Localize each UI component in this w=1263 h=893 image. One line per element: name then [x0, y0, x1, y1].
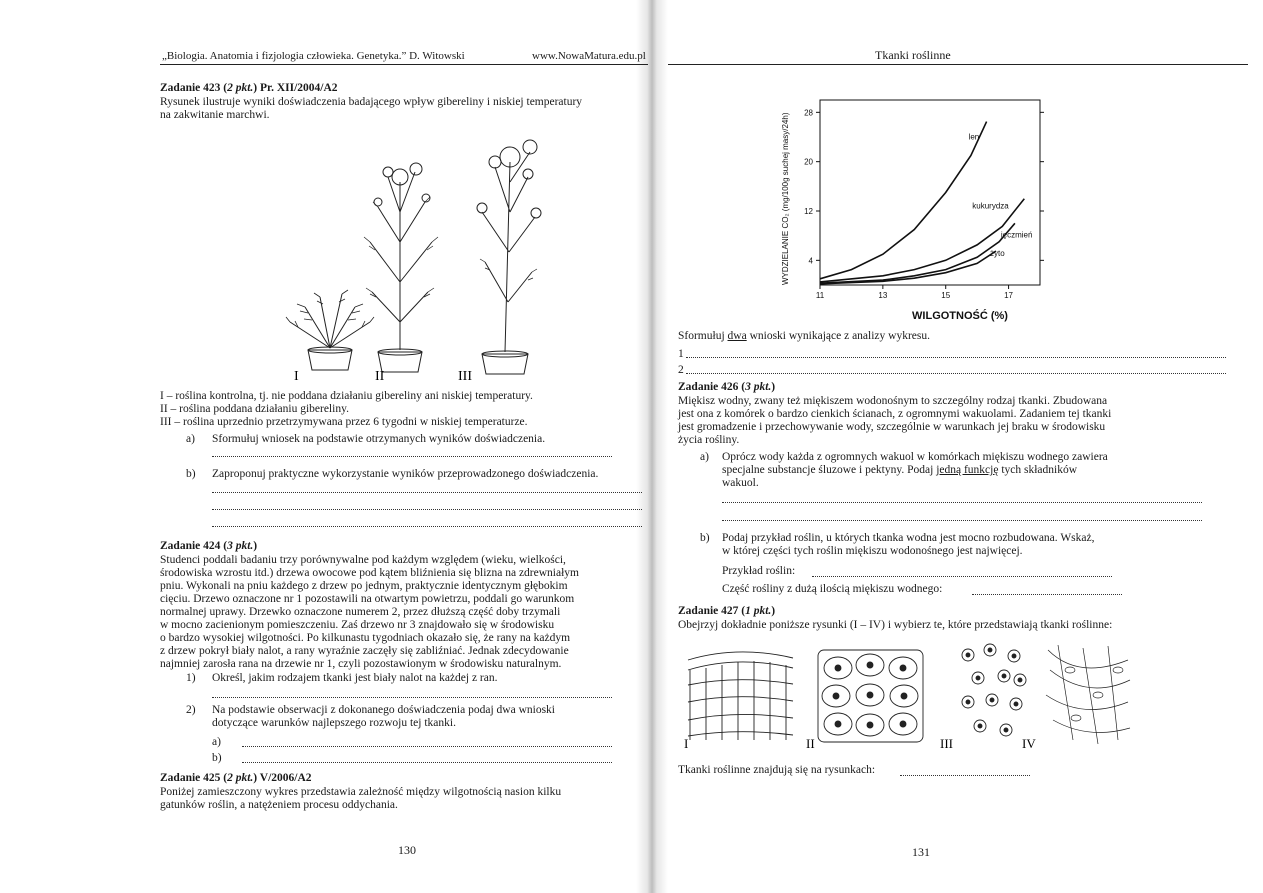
series-label: kukurydza [972, 201, 1009, 211]
task-423-title: Zadanie 423 (2 pkt.) Pr. XII/2004/A2 [160, 82, 338, 94]
y-tick-label: 12 [804, 207, 813, 216]
tissue-drawing-III [962, 644, 1026, 736]
tissue-drawing-I [688, 652, 793, 740]
tissue-answer-label: Tkanki roślinne znajdują się na rysunkach: [678, 764, 876, 776]
co2-chart [770, 80, 1070, 330]
tissue-drawing-IV [1046, 645, 1130, 744]
running-header: Tkanki roślinne [875, 48, 951, 62]
task-426-line: jest ona z komórek o bardzo cienkich ścianach, z ogromnymi wakuolami. Zadaniem tej tkanki [678, 408, 1112, 420]
sub-a-mark: a) [212, 736, 221, 748]
series-line-jęczmień [820, 223, 1015, 283]
question-a-line-3: wakuol. [722, 477, 759, 489]
question-b-line-1: Podaj przykład roślin, u których tkanka wodna jest mocno rozbudowana. Wskaż, [722, 532, 1095, 544]
x-axis-label: WILGOTNOŚĆ (%) [912, 310, 1008, 322]
question-a-mark: a) [186, 433, 195, 445]
answer-line[interactable] [242, 762, 612, 763]
question-a-mark: a) [700, 451, 709, 463]
task-424-line: Studenci poddali badaniu trzy porównywalne pod każdym względem (wieku, wielkości, [160, 554, 566, 566]
question-2-line-1: Na podstawie obserwacji z dokonanego doświadczenia podaj dwa wnioski [212, 704, 555, 716]
question-a-line-2: specjalne substancje śluzowe i pektyny. Podaj jedną funkcję tych składników [722, 464, 1078, 476]
answer-number-1: 1 [678, 348, 684, 360]
question-2-mark: 2) [186, 704, 196, 716]
task-423-intro-2: na zakwitanie marchwi. [160, 109, 270, 121]
task-425-line-2: gatunków roślin, a natężeniem procesu oddychania. [160, 799, 398, 811]
x-tick-label: 11 [815, 291, 825, 300]
running-header: „Biologia. Anatomia i fizjologia człowieka. Genetyka.” D. Witowski [162, 50, 465, 62]
task-424-line: z drzew pokrył biały nalot, a rany wyraźnie zaczęły się zabliźniać. Jednak zdecydowanie [160, 645, 569, 657]
question-1: Określ, jakim rodzajem tkanki jest biały nalot na każdej z ran. [212, 672, 498, 684]
tissue-label-III: III [940, 736, 953, 751]
answer-line[interactable] [212, 526, 642, 527]
series-label: len [968, 132, 980, 142]
series-line-len [820, 122, 987, 279]
question-b-line-2: w której części tych roślin miękiszu wodonośnego jest najwięcej. [722, 545, 1023, 557]
tissue-label-IV: IV [1022, 736, 1036, 751]
series-label: jęczmień [1000, 230, 1033, 240]
header-rule [668, 64, 1248, 65]
plot-frame [820, 100, 1040, 285]
task-424-line: środowiska wzrostu itd.) drzewa owocowe pod kątem bliźnienia się blizna na zdrewniałym [160, 567, 579, 579]
answer-number-2: 2 [678, 364, 684, 376]
task-425-title: Zadanie 425 (2 pkt.) V/2006/A2 [160, 772, 312, 784]
header-rule [160, 64, 648, 65]
instruction: Sformułuj dwa wnioski wynikające z analizy wykresu. [678, 330, 930, 342]
question-a-line-1: Oprócz wody każda z ogromnych wakuol w komórkach miękiszu wodnego zawiera [722, 451, 1108, 463]
plant-part-label: Część rośliny z dużą ilością miękiszu wodnego: [722, 583, 943, 595]
sub-b-mark: b) [212, 752, 222, 764]
question-b: Zaproponuj praktyczne wykorzystanie wyników przeprowadzonego doświadczenia. [212, 468, 599, 480]
question-1-mark: 1) [186, 672, 196, 684]
task-424-line: normalnej uprawy. Drzewko oznaczone numerem 2, przez dłuższą część doby trzymali [160, 606, 561, 618]
legend-2: II – roślina poddana działaniu gibereliny. [160, 403, 349, 415]
answer-line[interactable] [212, 697, 612, 698]
tissue-label-I: I [684, 736, 689, 751]
task-424-line: o bardzo wysokiej wilgotności. Po kilkunastu tygodniach okazało się, że rany na każdym [160, 632, 571, 644]
figure-label-III: III [458, 369, 472, 384]
x-tick-label: 15 [941, 291, 951, 300]
task-424-line: najmniej zarosła rana na drzewie nr 1, czyli pozostawionym w środowisku naturalnym. [160, 658, 562, 670]
tissue-drawings [678, 640, 1238, 755]
x-tick-label: 13 [878, 291, 888, 300]
task-424-line: cięciu. Drzewo oznaczone nr 1 pozostawili na otwartym powietrzu, poddali go warunkom [160, 593, 575, 605]
task-425-line-1: Poniżej zamieszczony wykres przedstawia zależność między wilgotnością nasion kilku [160, 786, 562, 798]
y-tick-label: 28 [804, 108, 813, 118]
task-426-line: jest gromadzenie i przechowywanie wody, szczególnie w warunkach jej braku w środowisku [678, 421, 1106, 433]
task-426-title: Zadanie 426 (3 pkt.) [678, 381, 776, 393]
answer-line[interactable] [242, 746, 612, 747]
task-426-line: życia rośliny. [678, 434, 740, 446]
series-label: żyto [990, 249, 1005, 259]
legend-3: III – roślina uprzednio przetrzymywana przez 6 tygodni w niskiej temperaturze. [160, 416, 528, 428]
question-b-mark: b) [186, 468, 196, 480]
figure-label-II: II [375, 369, 385, 384]
page-number: 131 [912, 845, 930, 859]
y-tick-label: 4 [808, 256, 813, 266]
answer-line[interactable] [212, 456, 612, 457]
answer-line[interactable] [686, 373, 1226, 374]
carrot-plants-figure [260, 122, 640, 387]
tissue-label-II: II [806, 736, 815, 751]
task-426-line: Miękisz wodny, zwany też miękiszem wodonośnym to szczególny rodzaj tkanki. Zbudowana [678, 395, 1108, 407]
page-number: 130 [398, 843, 416, 857]
task-427-line: Obejrzyj dokładnie poniższe rysunki (I – IV) i wybierz te, które przedstawiają tkanki roślinne: [678, 619, 1113, 631]
tissue-drawing-II [818, 650, 923, 742]
task-423-intro-1: Rysunek ilustruje wyniki doświadczenia badającego wpływ gibereliny i niskiej temperatury [160, 96, 583, 108]
answer-line[interactable] [972, 594, 1122, 595]
header-url: www.NowaMatura.edu.pl [532, 50, 646, 62]
answer-line[interactable] [900, 775, 1030, 776]
chart-series [820, 122, 1032, 284]
task-424-line: pniu. Wykonali na pniu każdego z drzew po jednym, praktycznie identycznym głębokim [160, 580, 568, 592]
example-plants-label: Przykład roślin: [722, 565, 796, 577]
task-424-line: w mocno zacienionym pomieszczeniu. Zaś drzewo nr 3 znajdowało się w środowisku [160, 619, 555, 631]
answer-line[interactable] [722, 520, 1202, 521]
answer-line[interactable] [686, 357, 1226, 358]
answer-line[interactable] [812, 576, 1112, 577]
chart-axes [804, 100, 1044, 300]
task-424-title: Zadanie 424 (3 pkt.) [160, 540, 258, 552]
question-2-line-2: dotyczące warunków najlepszego rozwoju tej tkanki. [212, 717, 456, 729]
y-tick-label: 20 [804, 157, 813, 167]
question-b-mark: b) [700, 532, 710, 544]
figure-label-I: I [294, 369, 299, 384]
answer-line[interactable] [212, 492, 642, 493]
legend-1: I – roślina kontrolna, tj. nie poddana działaniu gibereliny ani niskiej temperatury. [160, 390, 533, 402]
task-427-title: Zadanie 427 (1 pkt.) [678, 605, 776, 617]
right-page [650, 0, 1263, 893]
answer-line[interactable] [722, 502, 1202, 503]
x-tick-label: 17 [1004, 291, 1014, 300]
question-a: Sformułuj wniosek na podstawie otrzymanych wyników doświadczenia. [212, 433, 546, 445]
answer-line[interactable] [212, 509, 642, 510]
y-axis-label: WYDZIELANIE CO₂ (mg/100g suchej masy/24h) [781, 112, 790, 285]
